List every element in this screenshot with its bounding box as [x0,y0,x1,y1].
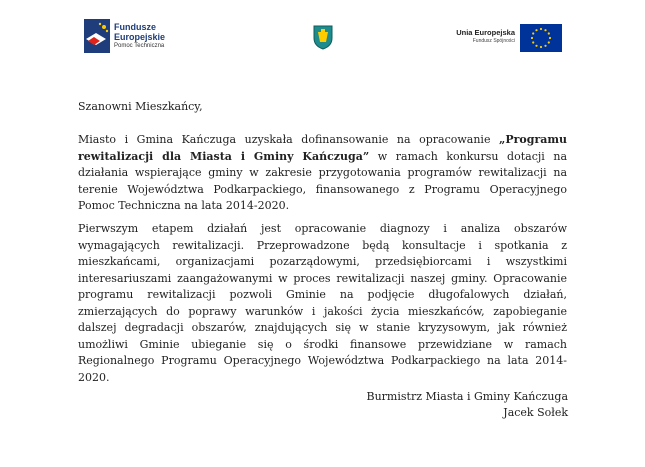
signature-name: Jacek Sołek [503,406,568,419]
ue-line2: Fundusz Spójności [472,38,515,44]
ue-line1: Unia Europejska [456,28,515,37]
kanczuga-crest-icon [312,24,334,50]
fundusze-europejskie-logo [84,19,184,59]
signature-title: Burmistrz Miasta i Gminy Kańczuga [366,390,568,403]
fe-line2: Europejskie [114,32,166,42]
unia-europejska-logo [445,24,565,56]
paragraph-1 [78,132,567,215]
eu-flag-icon [520,24,562,52]
program-title: „Programu rewitalizacji dla Miasta i Gminy Kańczuga” [78,133,567,163]
p1-start: Miasto i Gmina Kańczuga uzyskała dofinansowanie na opracowanie [78,133,500,146]
fe-line3: Pomoc Techniczna [114,43,165,49]
fe-line1: Fundusze [114,22,156,32]
paragraph-2: Pierwszym etapem działań jest opracowanie diagnozy i analiza obszarów wymagających rewitalizacji. Przeprowadzone będą konsultacje i spotkania z mieszkańcami, organizacjami pozarządowymi, przedsiębiorcami i wszystkimi interesariuszami zaangażowanymi w proces rewitalizacji naszej gminy. Opracowanie programu rewitalizacji pozwoli Gminie na podjęcie długofalowych działań, zmierzających do poprawy warunków i jakości życia mieszkańców, zapobieganie dalszej degradacji obszarów, znajdujących się w stanie kryzysowym, jak również umożliwi Gminie ubieganie się o środki finansowe przewidziane w ramach Regionalnego Programu Operacyjnego Województwa Podkarpackiego na lata 2014-2020. [78,222,567,384]
signature-block [367,389,569,421]
fe-logo-text [114,22,165,51]
ue-logo-text [445,28,515,45]
greeting: Szanowni Mieszkańcy, [78,100,203,113]
fe-flag-icon [84,19,112,55]
p1-end: w ramach konkursu dotacji na działania wspierające gminy w zakresie przygotowania programów rewitalizacji na terenie Województwa Podkarpackiego, finansowanego z Programu Operacyjnego Pomoc Techniczna na lata 2014-2020. [78,149,568,212]
